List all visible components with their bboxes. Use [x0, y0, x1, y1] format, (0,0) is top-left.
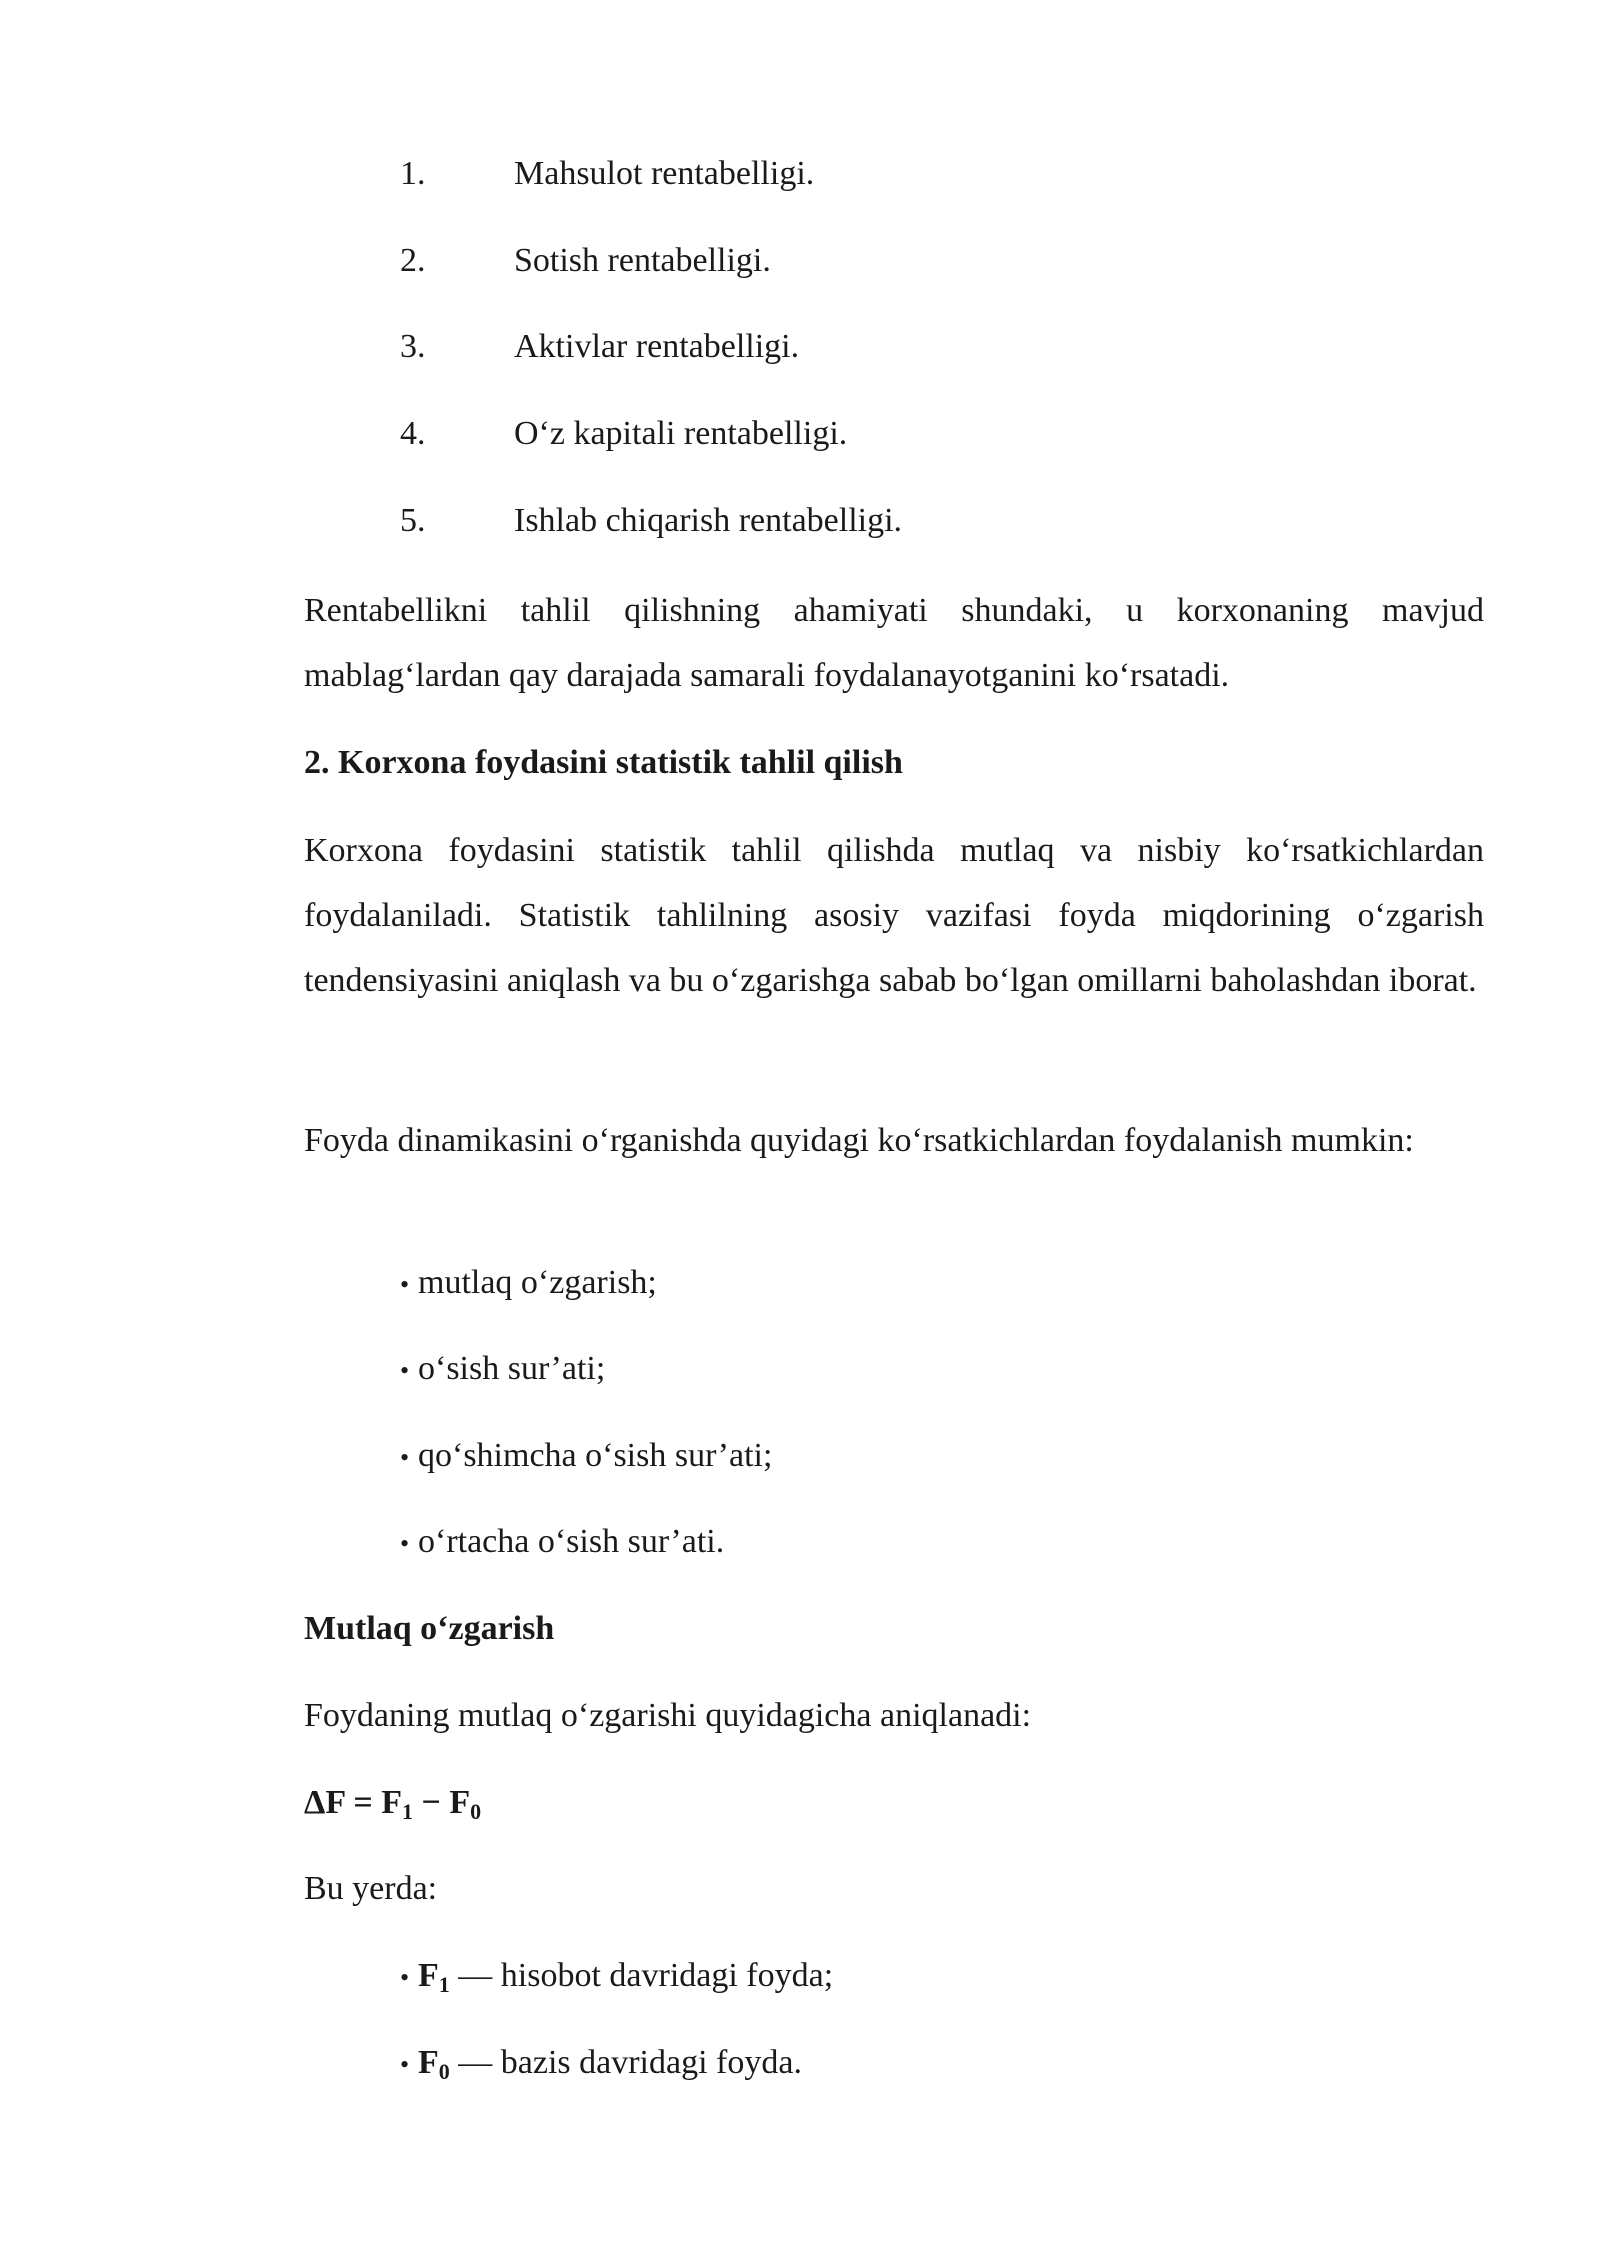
list-item-text: Sotish rentabelligi. — [514, 242, 771, 279]
paragraph — [228, 578, 1484, 708]
definition-sub: 1 — [438, 1972, 450, 1997]
bullet-icon: • — [400, 2050, 410, 2079]
formula-mid: − F — [412, 1784, 471, 1821]
list-number: 5. — [400, 502, 426, 539]
formula-sub-0: 0 — [470, 1799, 482, 1824]
bullet-item — [400, 1433, 772, 1481]
formula — [304, 1780, 481, 1826]
paragraph-text: Rentabellikni tahlil qilishning ahamiyati shundaki, u korxonaning mavjud mablag‘lardan qay darajada samarali foydalanayotganini ko‘rsatadi. — [304, 592, 1484, 694]
bullet-icon: • — [400, 1529, 410, 1558]
definition-symbol: F — [418, 2044, 439, 2081]
subsection-heading: Mutlaq o‘zgarish — [304, 1610, 555, 1647]
bullet-text: o‘rtacha o‘sish sur’ati. — [418, 1523, 725, 1560]
paragraph — [228, 1108, 1484, 1173]
bullet-item — [400, 1260, 657, 1308]
paragraph-text: Foyda dinamikasini o‘rganishda quyidagi ko‘rsatkichlardan foydalanish mumkin: — [304, 1122, 1414, 1159]
list-number: 4. — [400, 415, 426, 452]
definition-sub: 0 — [438, 2059, 450, 2084]
paragraph-text: Korxona foydasini statistik tahlil qilishda mutlaq va nisbiy ko‘rsatkichlardan foydalaniladi. Statistik tahlilning asosiy vazifasi foyda miqdorining o‘zgarish tendensiyasini aniqlash va bu o‘zgarishga sabab bo‘lgan omillarni baholashdan iborat. — [304, 832, 1484, 999]
bullet-text: mutlaq o‘zgarish; — [418, 1264, 657, 1301]
bullet-item — [400, 1346, 605, 1394]
list-number: 3. — [400, 328, 426, 365]
definition-item — [400, 2040, 802, 2088]
list-item-text: Ishlab chiqarish rentabelligi. — [514, 502, 903, 539]
where-label: Bu yerda: — [304, 1870, 438, 1907]
bullet-icon: • — [400, 1963, 410, 1992]
list-number: 2. — [400, 242, 426, 279]
definition-text: — hisobot davridagi foyda; — [449, 1957, 834, 1994]
section-heading: 2. Korxona foydasini statistik tahlil qilish — [304, 744, 903, 781]
bullet-icon: • — [400, 1356, 410, 1385]
bullet-item — [400, 1519, 724, 1567]
list-item-text: Aktivlar rentabelligi. — [514, 328, 800, 365]
paragraph-text: Foydaning mutlaq o‘zgarishi quyidagicha aniqlanadi: — [304, 1697, 1032, 1734]
bullet-icon: • — [400, 1443, 410, 1472]
definition-symbol: F — [418, 1957, 439, 1994]
bullet-text: o‘sish sur’ati; — [418, 1350, 606, 1387]
definition-item — [400, 1953, 833, 2001]
definition-text: — bazis davridagi foyda. — [449, 2044, 802, 2081]
list-number: 1. — [400, 155, 426, 192]
bullet-icon: • — [400, 1270, 410, 1299]
formula-sub-1: 1 — [401, 1799, 413, 1824]
list-item-text: Mahsulot rentabelligi. — [514, 155, 815, 192]
paragraph — [228, 818, 1484, 1013]
formula-lhs: ΔF = F — [304, 1784, 402, 1821]
list-item-text: O‘z kapitali rentabelligi. — [514, 415, 848, 452]
bullet-text: qo‘shimcha o‘sish sur’ati; — [418, 1437, 773, 1474]
